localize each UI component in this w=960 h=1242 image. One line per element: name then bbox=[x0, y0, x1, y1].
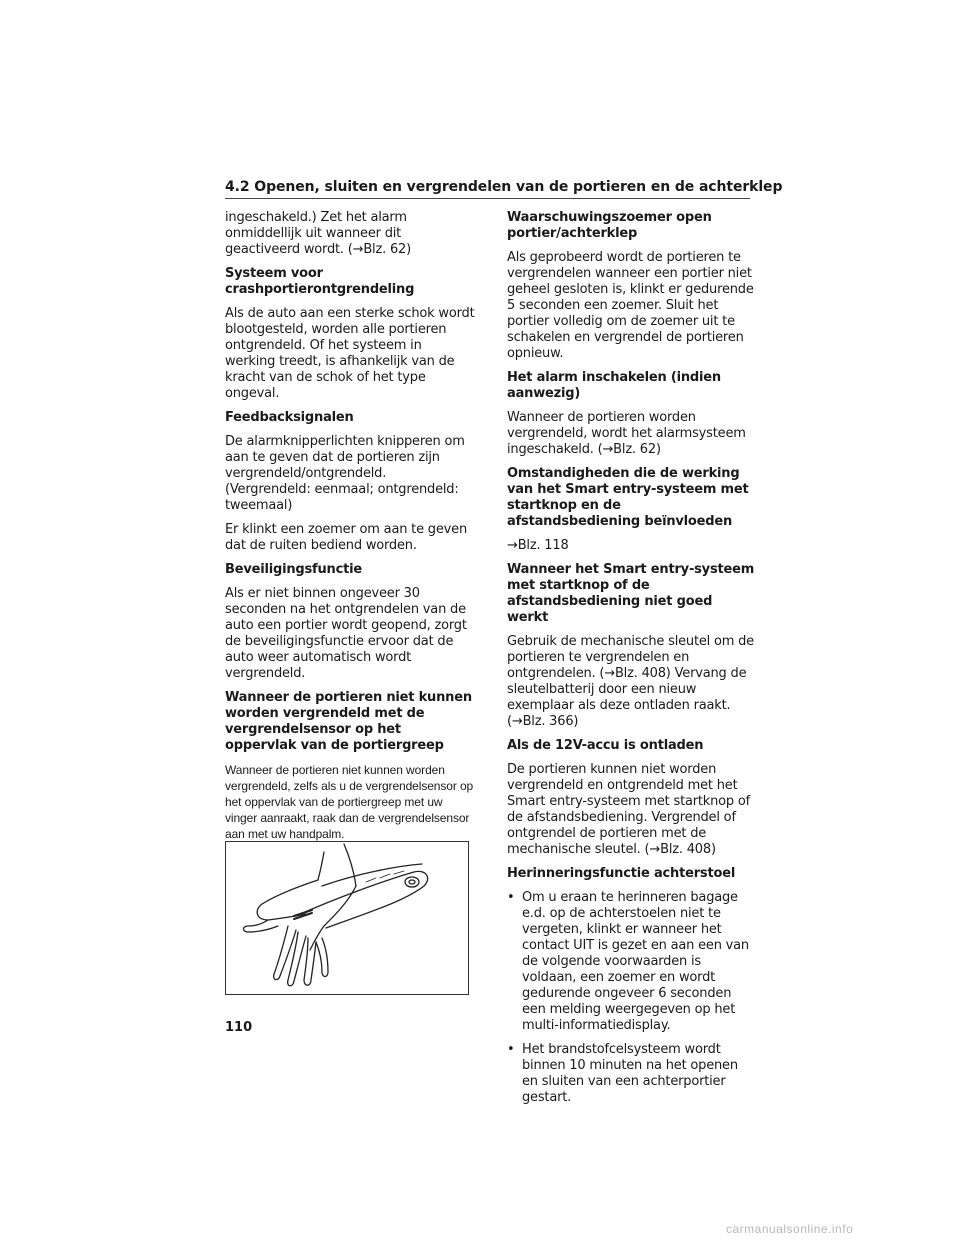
feedback-heading: Feedbacksignalen bbox=[225, 410, 354, 425]
crash-paragraph: Als de auto aan een sterke schok wordt blootgesteld, worden alle portieren ontgrendeld. Of het systeem in werking treedt, is afhankelijk van de kracht van de schok of het type ongeval. bbox=[225, 306, 475, 401]
sensor-heading: Wanneer de portieren niet kunnen worden vergrendeld met de vergrendelsensor op het oppervlak van de portiergreep bbox=[225, 690, 472, 753]
conditions-heading: Omstandigheden die de werking van het Smart entry-systeem met startknop en de afstandsbediening beïnvloeden bbox=[507, 466, 749, 529]
left-column bbox=[225, 210, 475, 870]
malfunction-heading: Wanneer het Smart entry-systeem met startknop of de afstandsbediening niet goed werkt bbox=[507, 562, 755, 625]
malfunction-paragraph: Gebruik de mechanische sleutel om de portieren te vergrendelen en ontgrendelen. (→Blz. 408) Vervang de sleutelbatterij door een nieuw exemplaar als deze ontladen raakt. (→Blz. 366) bbox=[507, 634, 754, 729]
door-handle-illustration bbox=[225, 841, 469, 995]
buzzer-paragraph: Als geprobeerd wordt de portieren te vergrendelen wanneer een portier niet geheel gesloten is, klinkt er gedurende 5 seconden een zoemer. Sluit het portier volledig om de zoemer uit te schakelen en vergrendel de portieren opnieuw. bbox=[507, 250, 754, 361]
battery-heading: Als de 12V-accu is ontladen bbox=[507, 738, 704, 753]
feedback-paragraph-2: Er klinkt een zoemer om aan te geven dat de ruiten bediend worden. bbox=[225, 522, 467, 553]
battery-paragraph: De portieren kunnen niet worden vergrendeld en ontgrendeld met het Smart entry-systeem met startknop of de afstandsbediening. Vergrendel of ontgrendel de portieren met de mechanische sleutel. (→Blz. 408) bbox=[507, 762, 751, 857]
buzzer-heading: Waarschuwingszoemer open portier/achterklep bbox=[507, 210, 712, 241]
sensor-paragraph-1: Wanneer de portieren niet kunnen worden vergrendeld, zelfs als u de vergrendelsensor op het oppervlak van de portiergreep met uw vinger aanraakt, raak dan de vergrendelsensor aan met uw handpalm. bbox=[225, 763, 474, 841]
security-heading: Beveiligingsfunctie bbox=[225, 562, 363, 577]
reminder-heading: Herinneringsfunctie achterstoel bbox=[507, 866, 736, 881]
alarm-heading: Het alarm inschakelen (indien aanwezig) bbox=[507, 370, 721, 401]
conditions-paragraph: →Blz. 118 bbox=[507, 538, 569, 553]
alarm-paragraph: Wanneer de portieren worden vergrendeld, wordt het alarmsysteem ingeschakeld. (→Blz. 62) bbox=[507, 410, 746, 457]
intro-paragraph: ingeschakeld.) Zet het alarm onmiddellijk uit wanneer dit geactiveerd wordt. (→Blz. 62) bbox=[225, 210, 411, 257]
section-header: 4.2 Openen, sluiten en vergrendelen van de portieren en de achterklep bbox=[225, 179, 750, 199]
watermark: carmanualsonline.info bbox=[726, 1222, 854, 1236]
crash-heading: Systeem voor crashportierontgrendeling bbox=[225, 266, 415, 297]
hand-on-door-handle-icon bbox=[226, 842, 468, 994]
reminder-bullet-1: • Om u eraan te herinneren bagage e.d. op de achterstoelen niet te vergeten, klinkt er wanneer het contact UIT is gezet en aan een van de volgende voorwaarden is voldaan, een zoemer en wordt gedurende ongeveer 6 seconden een melding weergegeven op het multi-informatiedisplay. bbox=[507, 890, 755, 1034]
security-paragraph: Als er niet binnen ongeveer 30 seconden na het ontgrendelen van de auto een portier wordt geopend, zorgt de beveiligingsfunctie ervoor dat de auto weer automatisch wordt vergrendeld. bbox=[225, 586, 467, 681]
right-column bbox=[507, 210, 755, 1114]
reminder-bullet-2: • Het brandstofcelsysteem wordt binnen 10 minuten na het openen en sluiten van een achterportier gestart. bbox=[507, 1042, 755, 1106]
feedback-paragraph-1: De alarmknipperlichten knipperen om aan te geven dat de portieren zijn vergrendeld/ontgrendeld. (Vergrendeld: eenmaal; ontgrendeld: tweemaal) bbox=[225, 434, 465, 513]
page-number: 110 bbox=[225, 1020, 253, 1035]
